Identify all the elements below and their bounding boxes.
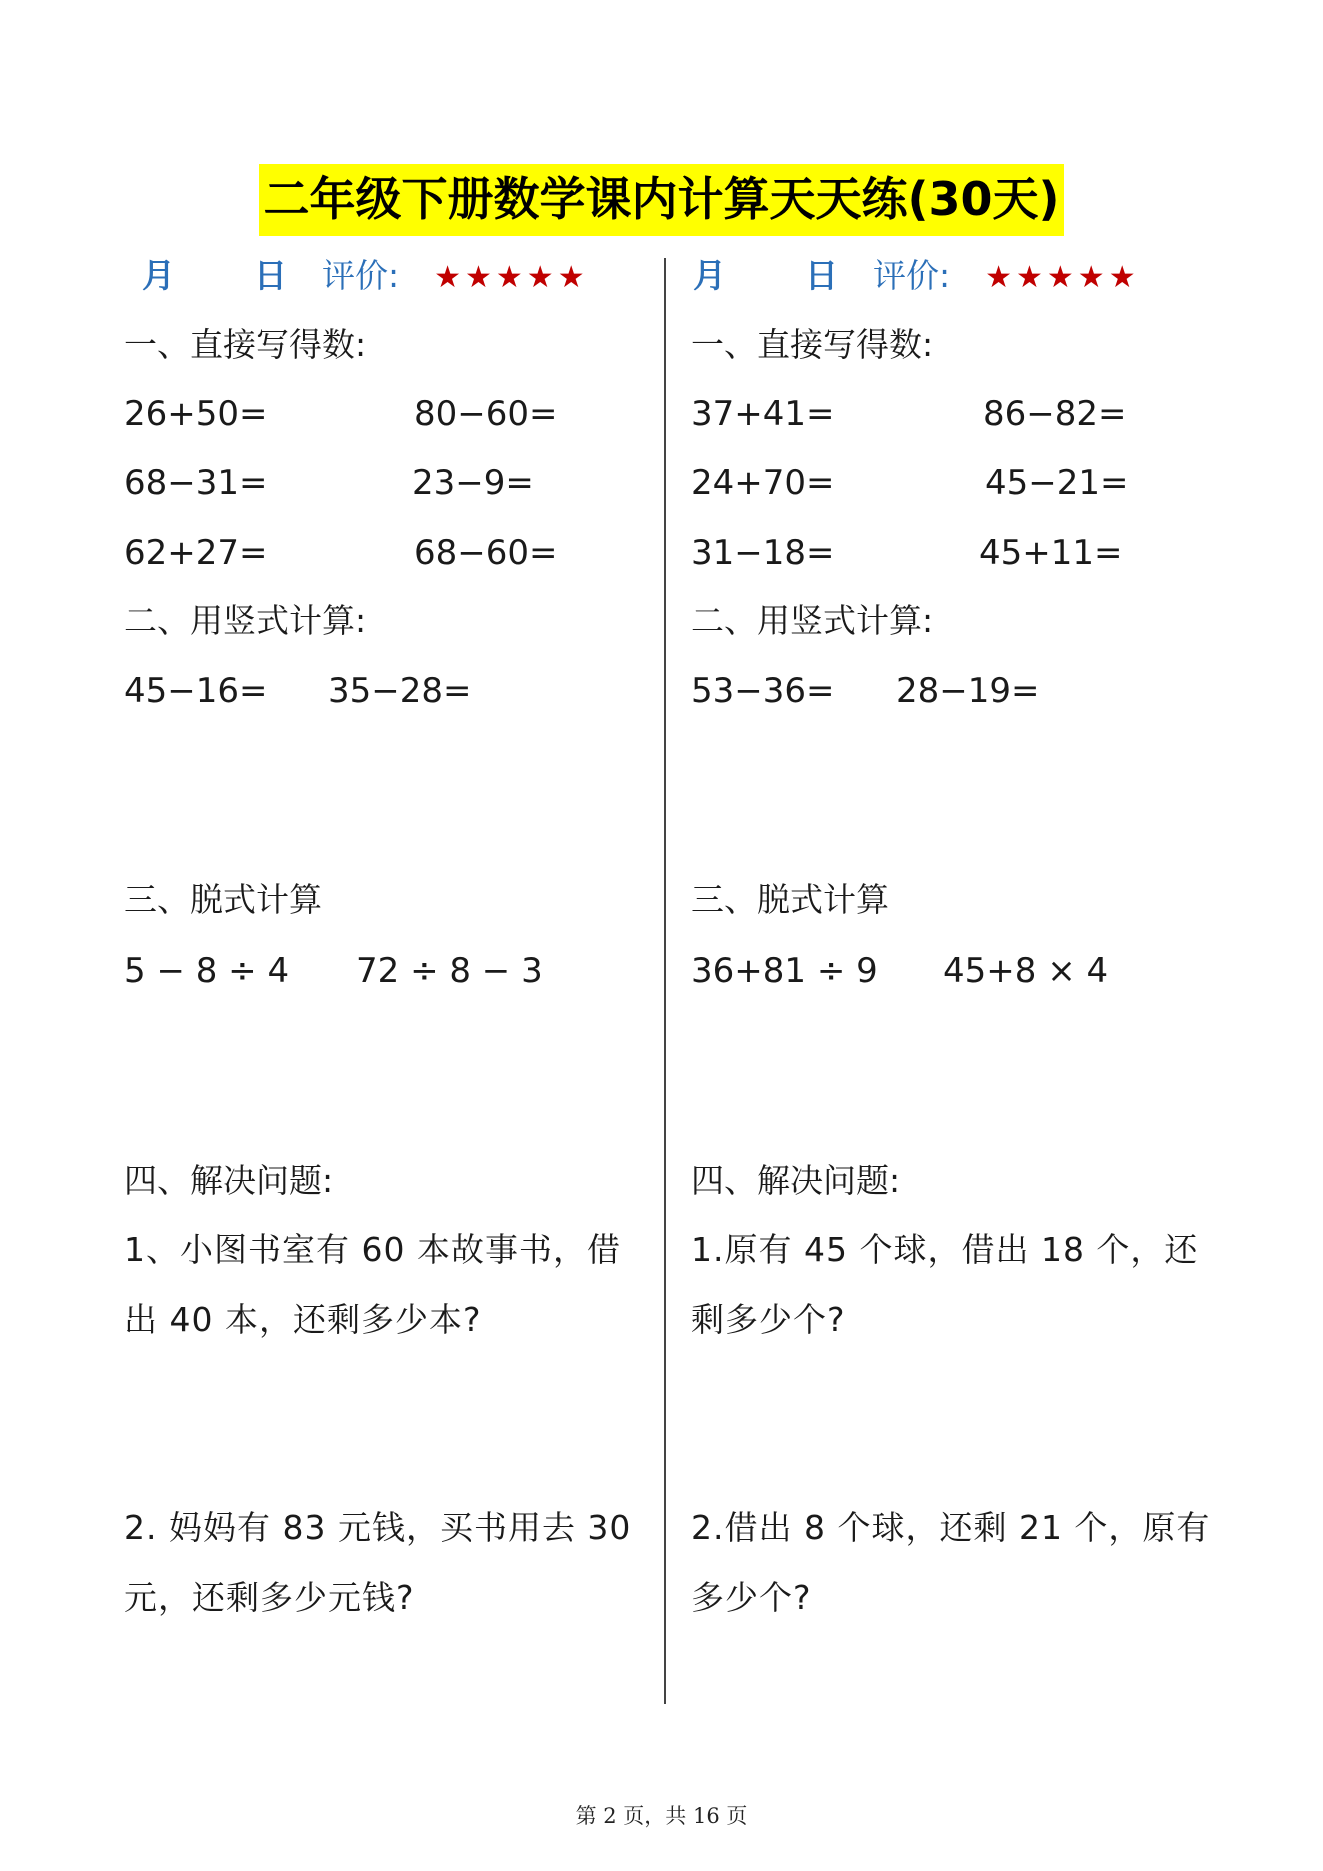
equation: 45−16= [124, 671, 268, 711]
section-4-title: 四、解决问题: [691, 1161, 901, 1200]
problem-2-line-1: 2. 妈妈有 83 元钱，买书用去 30 [124, 1508, 632, 1547]
page-footer: 第 2 页，共 16 页 [575, 1804, 748, 1828]
month-label: 月 [142, 256, 175, 295]
column-divider [664, 258, 666, 1704]
section-3-title: 三、脱式计算 [124, 880, 322, 919]
date-eval-header [142, 256, 589, 298]
equation: 62+27= [124, 533, 268, 573]
problem-1-line-1: 1、小图书室有 60 本故事书，借 [124, 1230, 621, 1269]
section-4-title: 四、解决问题: [124, 1161, 334, 1200]
section-3-title: 三、脱式计算 [691, 880, 889, 919]
section-1-title: 一、直接写得数: [691, 325, 934, 364]
title-wrapper [0, 164, 1323, 236]
equation: 23−9= [412, 463, 534, 503]
equation: 68−31= [124, 463, 268, 503]
equation: 35−28= [328, 671, 472, 711]
expression: 45+8 × 4 [943, 951, 1109, 991]
section-1-title: 一、直接写得数: [124, 325, 367, 364]
section-2-title: 二、用竖式计算: [691, 601, 934, 640]
worksheet-title: 二年级下册数学课内计算天天练(30天) [259, 164, 1063, 236]
expression: 5 − 8 ÷ 4 [124, 951, 290, 991]
problem-2-line-2: 元，还剩多少元钱? [124, 1578, 415, 1617]
equation: 45+11= [979, 533, 1123, 573]
equation: 86−82= [983, 394, 1127, 434]
day-label: 日 [805, 256, 838, 295]
rating-stars: ★★★★★ [985, 260, 1140, 295]
equation: 24+70= [691, 463, 835, 503]
expression: 72 ÷ 8 − 3 [356, 951, 543, 991]
equation: 68−60= [414, 533, 558, 573]
section-2-title: 二、用竖式计算: [124, 601, 367, 640]
equation: 80−60= [414, 394, 558, 434]
problem-1-line-2: 出 40 本，还剩多少本? [124, 1300, 482, 1339]
eval-label: 评价: [322, 256, 400, 295]
rating-stars: ★★★★★ [434, 260, 589, 295]
equation: 31−18= [691, 533, 835, 573]
month-label: 月 [693, 256, 726, 295]
day-label: 日 [254, 256, 287, 295]
problem-1-line-1: 1.原有 45 个球，借出 18 个，还 [691, 1230, 1199, 1269]
date-eval-header [693, 256, 1140, 298]
equation: 28−19= [896, 671, 1040, 711]
equation: 45−21= [985, 463, 1129, 503]
problem-2-line-2: 多少个? [691, 1578, 812, 1617]
problem-2-line-1: 2.借出 8 个球，还剩 21 个，原有 [691, 1508, 1211, 1547]
problem-1-line-2: 剩多少个? [691, 1300, 846, 1339]
equation: 53−36= [691, 671, 835, 711]
eval-label: 评价: [873, 256, 951, 295]
equation: 37+41= [691, 394, 835, 434]
expression: 36+81 ÷ 9 [691, 951, 878, 991]
equation: 26+50= [124, 394, 268, 434]
